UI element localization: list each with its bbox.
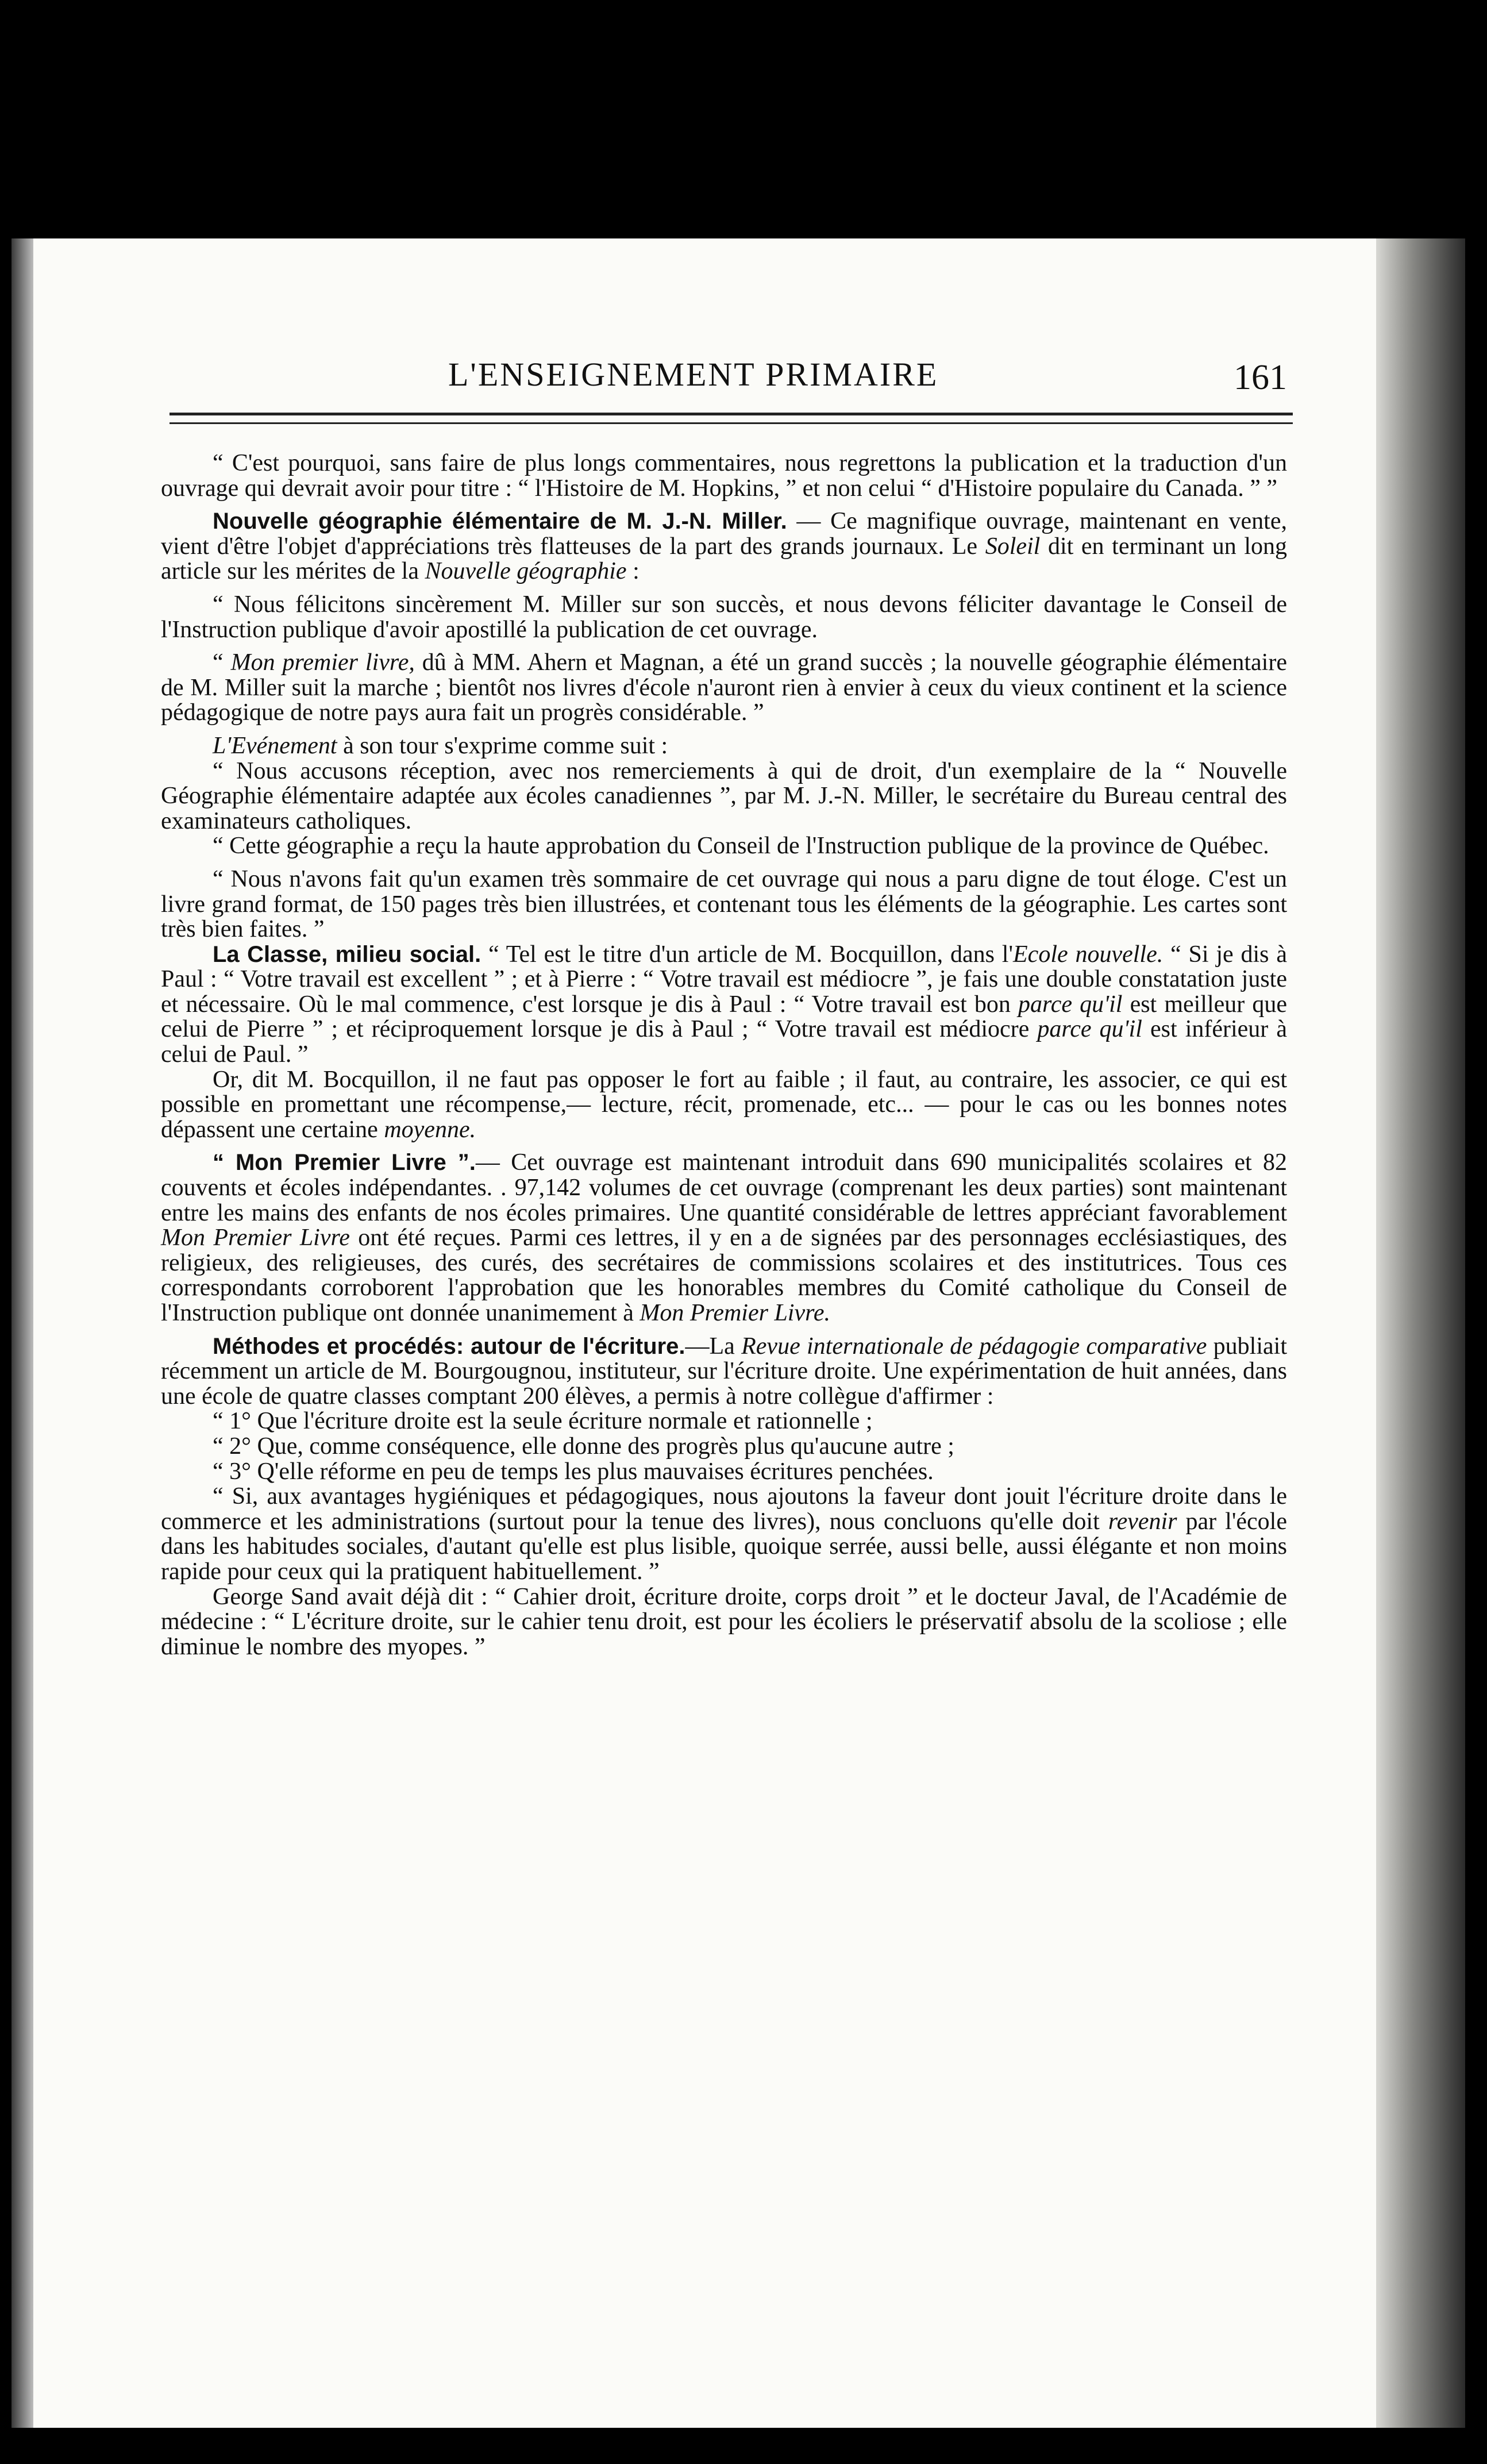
italic-run: Nouvelle géographie (425, 558, 627, 585)
text-run: “ (213, 649, 231, 676)
paragraph-mon-premier-livre (161, 1150, 1287, 1326)
paragraph-evenement (161, 734, 1287, 759)
italic-run: Mon premier livre, (230, 649, 415, 676)
list-item: “ 3° Q'elle réforme en peu de temps les plus mauvaises écritures penchées. (213, 1458, 934, 1485)
paragraph-george-sand: George Sand avait déjà dit : “ Cahier droit, écriture droite, corps droit ” et le docteur Javal, de l'Académie de médecine : “ L'écriture droite, sur le cahier tenu droit, est pour les écoliers le préservatif absolu de la scoliose ; elle diminue le nombre des myopes. ” (161, 1583, 1287, 1660)
italic-run: Mon Premier Livre (161, 1225, 350, 1252)
text-run: à son tour s'exprime comme suit : (337, 732, 668, 759)
italic-run: Revue internationale de pédagogie comparative (741, 1333, 1207, 1360)
running-title: L'ENSEIGNEMENT PRIMAIRE (448, 356, 939, 393)
page-header (167, 345, 1293, 408)
italic-run: Soleil (985, 533, 1041, 560)
list-item: “ 2° Que, comme conséquence, elle donne des progrès plus qu'aucune autre ; (213, 1433, 954, 1460)
paragraph-hopkins-quote: “ C'est pourquoi, sans faire de plus longs commentaires, nous regrettons la publication et la traduction d'un ouvrage qui devrait avoir pour titre : “ l'Histoire de M. Hopkins, ” et non celui “ d'Histoire populaire du Canada. ” ” (161, 450, 1287, 502)
italic-run: L'Evénement (213, 732, 337, 759)
italic-run: parce qu'il (1018, 991, 1123, 1018)
text-run: ont été reçues. Parmi ces lettres, il y en a de signées par des personnages ecclésiastiques, des religieux, des religieuses, des curés, des secrétaires de commissions scolaires et des institutrices. Tous ces correspondants corroborent l'approbation que les honorables membres du Comité catholique du Conseil de l'Instruction publique ont donnée unanimement à (161, 1225, 1287, 1326)
text-run: par l'école dans les habitudes sociales, d'autant qu'elle est plus lisible, quoique serrée, aussi belle, aussi élégante et non moins rapide pour ceux qui la pratiquent habituellement. ” (161, 1508, 1287, 1585)
italic-run: revenir (1108, 1508, 1177, 1535)
paragraph-haute-approbation: “ Cette géographie a reçu la haute approbation du Conseil de l'Instruction publique de la province de Québec. (213, 833, 1269, 860)
text-run: Or, dit M. Bocquillon, il ne faut pas opposer le fort au faible ; il faut, au contraire, les associer, ce qui est possible en promettant une récompense,— lecture, récit, promenade, etc... — pour le cas ou les bonnes notes dépassent une certaine (161, 1066, 1287, 1143)
header-rule-thick (169, 413, 1293, 415)
italic-run: moyenne. (384, 1116, 476, 1143)
page-right-gutter (1376, 238, 1465, 2428)
page-number: 161 (1234, 358, 1287, 397)
paragraph-avantages-hygieniques (161, 1484, 1287, 1584)
page-left-edge-shadow (11, 238, 33, 2428)
header-rule-thin (169, 422, 1293, 424)
paragraph-mon-premier-livre-succes (161, 650, 1287, 726)
text-run: dit en terminant un long article sur les mérites de la (161, 533, 1287, 585)
text-run: dû à MM. Ahern et Magnan, a été un grand succès ; la nouvelle géographie élémentaire de M. Miller suit la marche ; bientôt nos livres d'école n'auront rien à envier à ceux du vieux continent et la science pédagogique de notre pays aura fait un progrès considérable. ” (161, 649, 1287, 726)
text-run: — Cet ouvrage est maintenant introduit dans 690 municipalités scolaires et 82 couvents et écoles indépendantes. . 97,142 volumes de cet ouvrage (comprenant les deux parties) sont maintenant entre les mains des enfants de nos écoles primaires. Une quantité considérable de lettres appréciant favorablement (161, 1149, 1287, 1226)
italic-run: Ecole nouvelle. (1013, 941, 1164, 968)
text-run: “ Si, aux avantages hygiéniques et pédagogiques, nous ajoutons la faveur dont jouit l'écriture droite dans le commerce et les administrations (surtout pour la tenue des livres), nous concluons qu'elle doit (161, 1483, 1287, 1535)
text-run: publiait récemment un article de M. Bourgougnou, instituteur, sur l'écriture droite. Une expérimentation de huit années, dans une école de quatre classes comptant 200 élèves, a permis à notre collègue d'affirmer : (161, 1333, 1287, 1410)
list-item: “ 1° Que l'écriture droite est la seule écriture normale et rationnelle ; (213, 1408, 873, 1435)
text-run: est meilleur que celui de Pierre ” ; et réciproquement lorsque je dis à Paul ; “ Votre travail est médiocre (161, 991, 1288, 1043)
italic-run: parce qu'il (1037, 1016, 1142, 1043)
section-heading-methodes: Méthodes et procédés: autour de l'écriture. (213, 1333, 685, 1359)
italic-run: Mon Premier Livre. (640, 1300, 831, 1326)
paragraph-bocquillon (161, 1068, 1287, 1143)
section-heading-mon-premier-livre: “ Mon Premier Livre ”. (213, 1150, 476, 1176)
paragraph-classe-milieu-social (161, 942, 1287, 1068)
paragraph-miller-geography (161, 509, 1287, 584)
text-run: “ Si je dis à Paul : “ Votre travail est excellent ” ; et à Pierre : “ Votre travail est médiocre ”, je fais une double constatation juste et nécessaire. Où le mal commence, c'est lorsque je dis à Paul : “ Votre travail est bon (161, 941, 1287, 1018)
text-run: —La (685, 1333, 742, 1360)
text-run: — Ce magnifique ouvrage, maintenant en vente, vient d'être l'objet d'appréciations très flatteuses de la part des grands journaux. Le (161, 508, 1287, 560)
paragraph-accusons-reception: “ Nous accusons réception, avec nos remerciements à qui de droit, d'un exemplaire de la “ Nouvelle Géographie élémentaire adaptée aux écoles canadiennes ”, par M. J.-N. Miller, le secrétaire du Bureau central des examinateurs catholiques. (161, 757, 1287, 834)
text-run: “ Tel est le titre d'un article de M. Bocquillon, dans l' (481, 941, 1014, 968)
article-body (161, 451, 1287, 1660)
paragraph-methodes-ecriture (161, 1334, 1287, 1410)
paragraph-felicitons: “ Nous félicitons sincèrement M. Miller sur son succès, et nous devons féliciter davantage le Conseil de l'Instruction publique d'avoir apostillé la publication de cet ouvrage. (161, 591, 1287, 643)
text-run: est inférieur à celui de Paul. ” (161, 1016, 1288, 1068)
text-run: : (626, 558, 640, 585)
section-heading-geographie: Nouvelle géographie élémentaire de M. J.-N. Miller. (213, 509, 787, 534)
paragraph-examen-sommaire: “ Nous n'avons fait qu'un examen très sommaire de cet ouvrage qui nous a paru digne de tout éloge. C'est un livre grand format, de 150 pages très bien illustrées, et contenant tous les éléments de la géographie. Les cartes sont très bien faites. ” (161, 865, 1287, 943)
section-heading-classe: La Classe, milieu social. (213, 941, 481, 967)
